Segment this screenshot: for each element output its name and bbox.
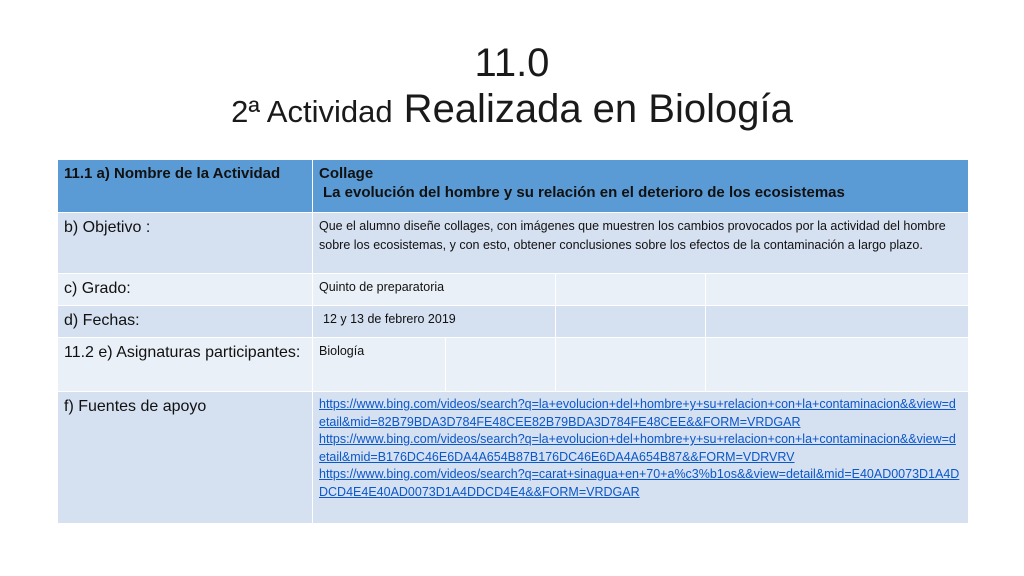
grado-label: c) Grado: [58,274,313,306]
fechas-label: d) Fechas: [58,306,313,338]
asignaturas-empty-cell-3 [706,338,969,392]
fechas-empty-cell-1 [556,306,706,338]
activity-name-label: 11.1 a) Nombre de la Actividad [58,160,313,213]
grado-empty-cell-1 [556,274,706,306]
asignaturas-value: Biología [313,338,446,392]
slide-title-rest: Realizada en Biología [392,87,793,131]
fuentes-link-1[interactable]: https://www.bing.com/videos/search?q=la+evolucion+del+hombre+y+su+relacion+con+la+contaminacion&&view=detail&mid=82B79BDA3D784FE48CEE82B79BDA3D784FE48CEE&&FORM=VRDGAR [319,397,956,429]
activity-table [57,159,969,524]
header-row [58,160,969,213]
objetivo-label: b) Objetivo : [58,213,313,274]
objetivo-row [58,213,969,274]
activity-name-value [313,160,969,213]
objetivo-value: Que el alumno diseñe collages, con imágenes que muestren los cambios provocados por la actividad del hombre sobre los ecosistemas, y con esto, obtener conclusiones sobre los efectos de la contaminación a largo plazo. [313,213,969,274]
grado-value: Quinto de preparatoria [313,274,556,306]
asignaturas-empty-cell-2 [556,338,706,392]
activity-name-line1: Collage [319,165,374,182]
fechas-value: 12 y 13 de febrero 2019 [313,306,556,338]
fechas-empty-cell-2 [706,306,969,338]
asignaturas-row [58,338,969,392]
fechas-row [58,306,969,338]
fuentes-value [313,392,969,524]
asignaturas-empty-cell-1 [446,338,556,392]
fuentes-link-3[interactable]: https://www.bing.com/videos/search?q=carat+sinagua+en+70+a%c3%b1os&&view=detail&mid=E40AD0073D1A4DDCD4E4E40AD0073D1A4DDCD4E4&&FORM=VRDGAR [319,467,960,499]
grado-row [58,274,969,306]
asignaturas-label: 11.2 e) Asignaturas participantes: [58,338,313,392]
fuentes-label: f) Fuentes de apoyo [58,392,313,524]
fuentes-link-2[interactable]: https://www.bing.com/videos/search?q=la+evolucion+del+hombre+y+su+relacion+con+la+contaminacion&&view=detail&mid=B176DC46E6DA4A654B87B176DC46E6DA4A654B87&&FORM=VDRVRV [319,432,956,464]
fuentes-row [58,392,969,524]
slide-title [0,86,1024,135]
slide-title-number: 11.0 [474,41,550,85]
grado-empty-cell-2 [706,274,969,306]
slide-title-prefix: 2ª Actividad [231,94,393,129]
activity-name-line2: La evolución del hombre y su relación en el deterioro de los ecosistemas [323,184,845,201]
